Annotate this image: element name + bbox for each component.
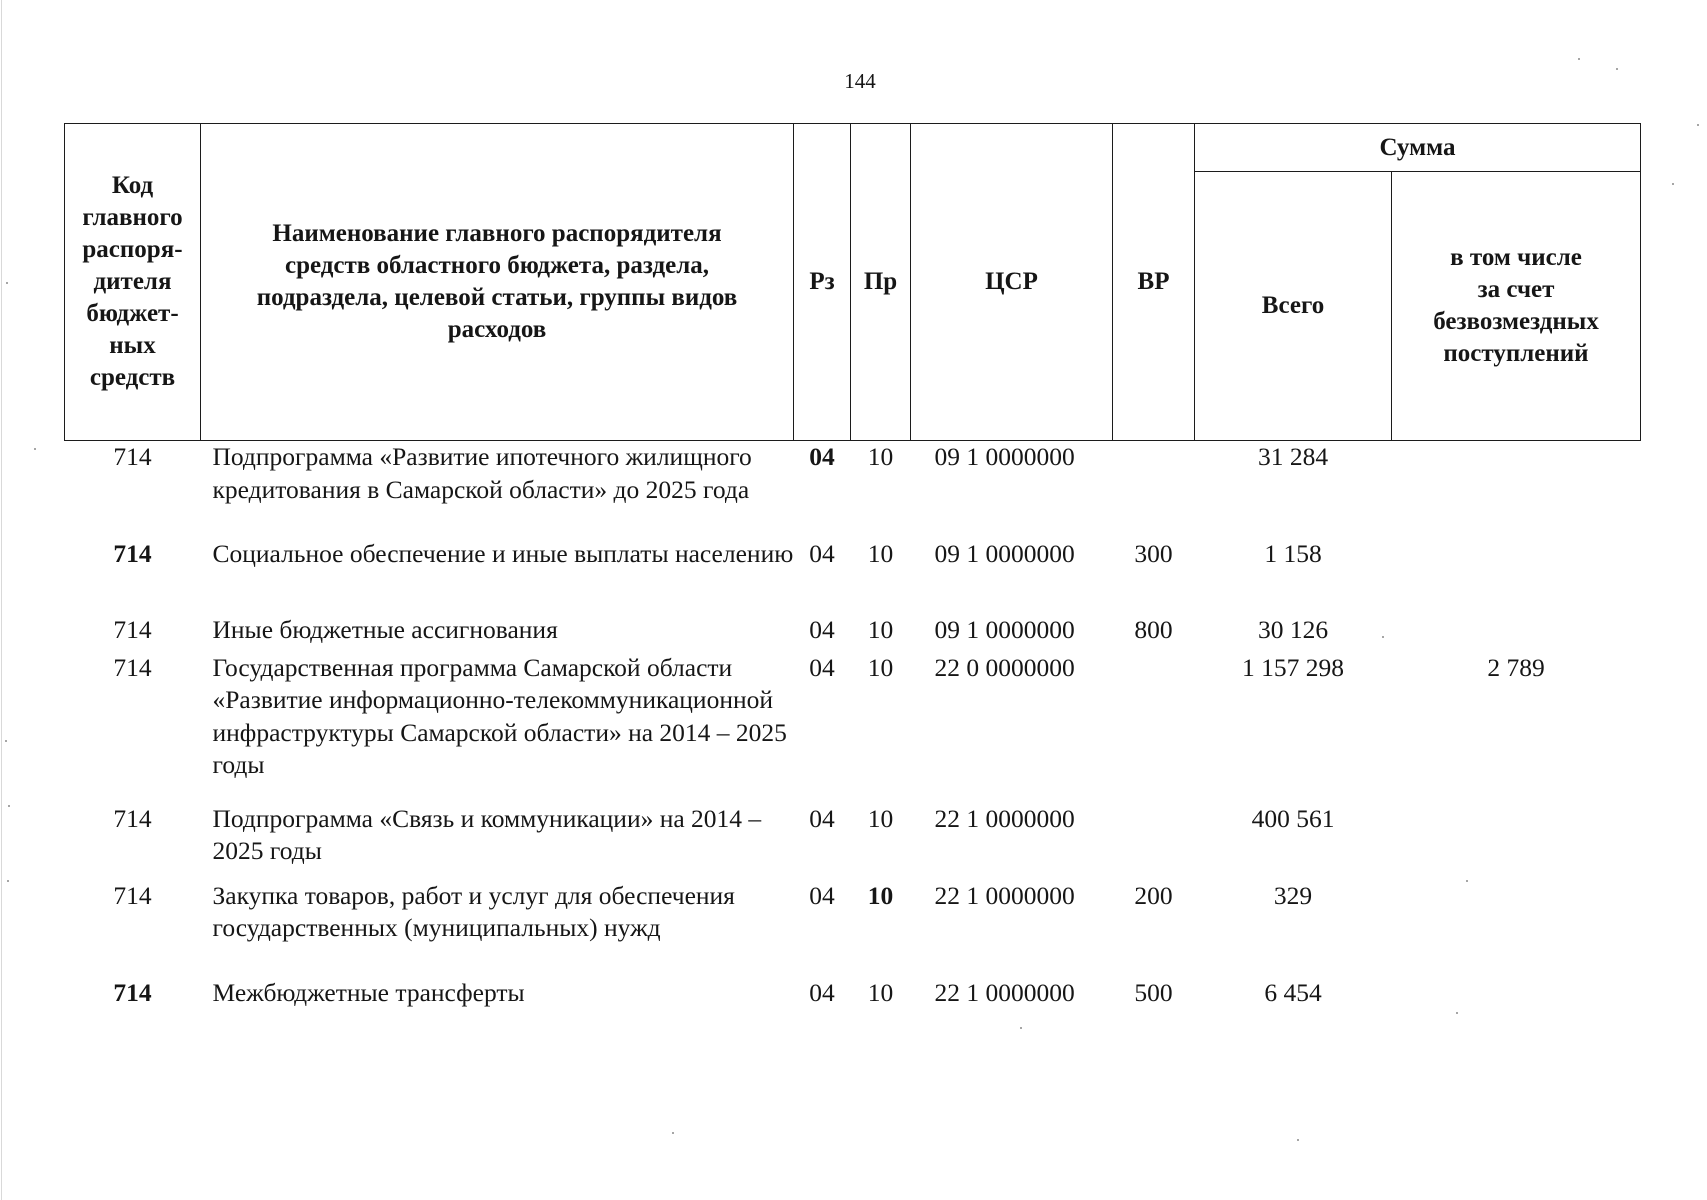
cell-vr	[1113, 441, 1195, 538]
header-code	[65, 124, 201, 441]
scan-speck	[672, 1132, 674, 1134]
header-name-line: расходов	[447, 316, 547, 343]
table-row	[65, 538, 1641, 614]
header-free-line: за счет	[1477, 276, 1555, 303]
cell-total: 31 284	[1257, 442, 1329, 471]
cell-vr	[1113, 652, 1195, 803]
cell-free	[1392, 614, 1641, 652]
cell-code: 714	[113, 803, 152, 833]
cell-code: 714	[113, 652, 152, 682]
cell-name: Межбюджетные трансферты	[212, 977, 525, 1007]
cell-vr: 300	[1134, 538, 1173, 568]
cell-name: Закупка товаров, работ и услуг для обеспечения государственных (муниципальных) нужд	[212, 880, 735, 942]
header-sum: Сумма	[1195, 124, 1641, 172]
scan-speck	[1697, 124, 1699, 126]
header-vr: ВР	[1113, 124, 1195, 441]
header-name-line: подраздела, целевой статьи, группы видов	[256, 284, 738, 311]
cell-rz: 04	[809, 977, 835, 1007]
header-free-line: поступлений	[1443, 340, 1589, 367]
cell-total: 1 157 298	[1242, 652, 1344, 682]
scan-speck	[1456, 1012, 1458, 1014]
cell-rz: 04	[809, 614, 835, 644]
cell-pr: 10	[867, 880, 894, 910]
cell-csr: 09 1 0000000	[934, 442, 1075, 471]
cell-code: 714	[113, 614, 152, 644]
cell-code: 714	[113, 880, 152, 910]
scan-speck	[8, 805, 10, 807]
cell-csr: 09 1 0000000	[934, 614, 1075, 644]
header-free-line: безвозмездных	[1433, 308, 1599, 335]
cell-name: Государственная программа Самарской области «Развитие информационно-телекоммуникационной инфраструктуры Самарской области» на 2014 – 2025 годы	[212, 652, 787, 779]
header-code-line: главного	[82, 204, 183, 231]
cell-pr: 10	[867, 652, 894, 682]
cell-name: Подпрограмма «Связь и коммуникации» на 2014 – 2025 годы	[212, 803, 762, 865]
cell-name: Иные бюджетные ассигнования	[212, 614, 558, 644]
scan-speck	[34, 448, 36, 450]
cell-vr: 500	[1134, 977, 1173, 1007]
cell-name: Подпрограмма «Развитие ипотечного жилищного кредитования в Самарской области» до 2025 года	[212, 442, 752, 504]
cell-csr: 09 1 0000000	[934, 538, 1075, 568]
scan-speck	[1578, 58, 1580, 60]
header-code-line: ных	[109, 332, 156, 359]
scan-speck	[1616, 68, 1618, 70]
scan-speck	[5, 740, 7, 742]
cell-total: 329	[1273, 880, 1313, 910]
cell-rz: 04	[809, 538, 835, 568]
cell-total: 400 561	[1251, 803, 1335, 833]
cell-free	[1392, 880, 1641, 977]
scan-speck	[1297, 1139, 1299, 1141]
table-row	[65, 652, 1641, 803]
table-row	[65, 441, 1641, 538]
table-row	[65, 803, 1641, 880]
header-free	[1392, 172, 1641, 441]
cell-total: 30 126	[1257, 614, 1329, 644]
cell-pr: 10	[867, 977, 894, 1007]
header-code-line: Код	[111, 172, 154, 199]
cell-rz: 04	[809, 652, 835, 682]
header-code-line: распоря-	[82, 236, 183, 263]
cell-vr: 200	[1134, 880, 1173, 910]
cell-free	[1392, 977, 1641, 1017]
header-name-line: Наименование главного распорядителя	[272, 220, 722, 247]
cell-pr: 10	[867, 614, 894, 644]
cell-vr	[1113, 803, 1195, 880]
scan-speck	[1466, 880, 1468, 882]
scan-speck	[1382, 636, 1384, 638]
cell-code: 714	[113, 977, 152, 1007]
header-rz: Рз	[794, 124, 851, 441]
header-csr: ЦСР	[911, 124, 1113, 441]
scan-speck	[7, 880, 9, 882]
page-number: 144	[844, 69, 876, 93]
header-name-line: средств областного бюджета, раздела,	[284, 252, 710, 279]
cell-total: 1 158	[1264, 538, 1322, 568]
scan-speck	[1020, 1027, 1022, 1029]
header-total: Всего	[1195, 172, 1392, 441]
table-row	[65, 880, 1641, 977]
header-code-line: бюджет-	[86, 300, 179, 327]
cell-name: Социальное обеспечение и иные выплаты населению	[212, 538, 794, 568]
cell-total: 6 454	[1264, 977, 1322, 1007]
scan-speck	[1672, 183, 1674, 185]
header-name	[201, 124, 794, 441]
scan-speck	[6, 282, 8, 284]
cell-rz: 04	[809, 803, 835, 833]
table-row	[65, 614, 1641, 652]
budget-table	[64, 123, 1641, 1017]
cell-rz: 04	[809, 880, 835, 910]
header-code-line: средств	[89, 364, 176, 391]
cell-pr: 10	[867, 803, 894, 833]
cell-code: 714	[113, 538, 152, 568]
cell-rz: 04	[809, 442, 835, 471]
cell-csr: 22 1 0000000	[934, 977, 1075, 1007]
cell-free	[1392, 803, 1641, 880]
cell-code: 714	[113, 442, 152, 471]
cell-free	[1392, 538, 1641, 614]
scan-edge	[1, 0, 2, 1200]
cell-csr: 22 1 0000000	[934, 880, 1075, 910]
cell-csr: 22 1 0000000	[934, 803, 1075, 833]
cell-pr: 10	[867, 442, 894, 471]
cell-free	[1392, 441, 1641, 538]
cell-pr: 10	[867, 538, 894, 568]
cell-free: 2 789	[1487, 652, 1545, 682]
cell-csr: 22 0 0000000	[934, 652, 1075, 682]
header-pr: Пр	[851, 124, 911, 441]
header-free-line: в том числе	[1450, 244, 1582, 271]
table-row	[65, 977, 1641, 1017]
cell-vr: 800	[1134, 614, 1173, 644]
header-code-line: дителя	[93, 268, 172, 295]
